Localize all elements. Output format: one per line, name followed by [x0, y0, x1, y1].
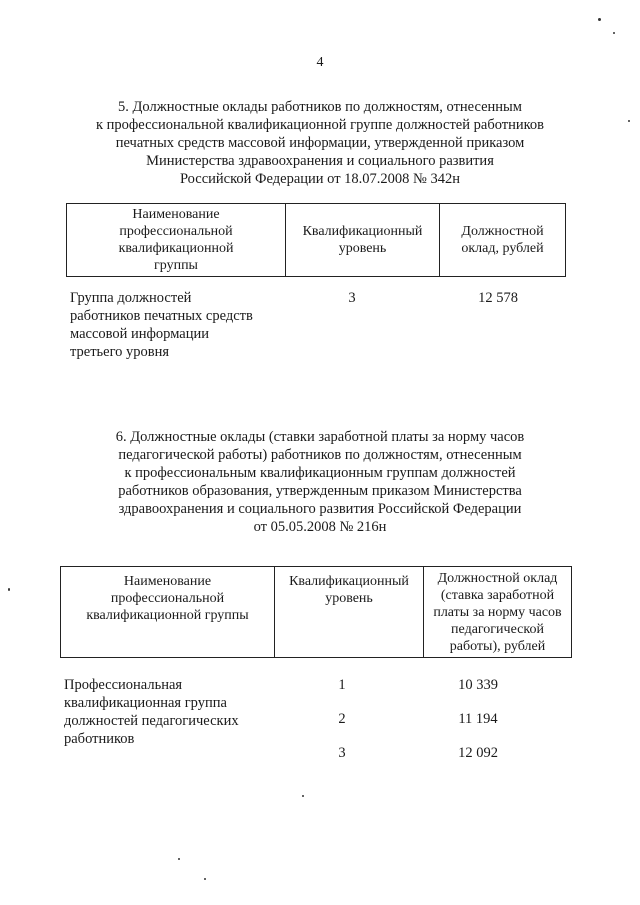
- scan-speck: [302, 795, 304, 797]
- table-row-salary: 10 339: [458, 677, 498, 693]
- section-5-title-line: Российской Федерации от 18.07.2008 № 342н: [179, 171, 461, 187]
- scan-speck: [598, 18, 601, 21]
- section-6-title-line: к профессиональным квалификационным группам должностей: [124, 465, 516, 481]
- section-5-title-line: к профессиональной квалификационной группе должностей работников: [95, 117, 545, 133]
- header-qualification-level: Квалификационный уровень: [286, 204, 440, 277]
- scan-speck: [178, 858, 180, 860]
- scan-speck: [204, 878, 206, 880]
- section-5-title: [60, 98, 580, 188]
- section-6-title-line: 6. Должностные оклады (ставки заработной платы за норму часов: [115, 429, 525, 445]
- table-row-level: 3: [348, 290, 356, 306]
- table-row-level: 3: [338, 745, 346, 761]
- table-row-group-name: Группа должностей работников печатных средств массовой информации третьего уровня: [70, 290, 253, 360]
- header-salary: Должностной оклад (ставка заработной платы за норму часов педагогической работы), рублей: [424, 567, 572, 658]
- section-5-title-line: 5. Должностные оклады работников по должностям, отнесенным: [118, 99, 522, 115]
- section-5-header-table: [66, 203, 566, 277]
- header-salary: Должностной оклад, рублей: [440, 204, 566, 277]
- section-6-title-line: от 05.05.2008 № 216н: [253, 519, 387, 535]
- section-6-header-table: [60, 566, 572, 658]
- table-row-salary: 11 194: [458, 711, 498, 727]
- table-row-level: 2: [338, 711, 346, 727]
- table-row-group-name: Профессиональная квалификационная группа должностей педагогических работников: [64, 677, 239, 747]
- section-6-title-line: работников образования, утвержденным приказом Министерства: [118, 483, 522, 499]
- header-group-name: Наименование профессиональной квалификационной группы: [61, 567, 275, 658]
- section-6-title-line: здравоохранения и социального развития Российской Федерации: [118, 501, 522, 517]
- section-6-title-line: педагогической работы) работников по должностям, отнесенным: [118, 447, 522, 463]
- scan-speck: [628, 120, 630, 122]
- table-row-salary: 12 578: [478, 290, 518, 306]
- section-5-title-line: печатных средств массовой информации, утвержденной приказом: [115, 135, 525, 151]
- section-6-title: [60, 428, 580, 536]
- header-qualification-level: Квалификационный уровень: [275, 567, 424, 658]
- table-row-salary: 12 092: [458, 745, 498, 761]
- page-number: 4: [316, 55, 324, 70]
- scan-speck: [613, 32, 615, 34]
- header-group-name: Наименование профессиональной квалификационной группы: [67, 204, 286, 277]
- scan-speck: [8, 588, 10, 591]
- section-5-title-line: Министерства здравоохранения и социального развития: [146, 153, 494, 169]
- table-row-level: 1: [338, 677, 346, 693]
